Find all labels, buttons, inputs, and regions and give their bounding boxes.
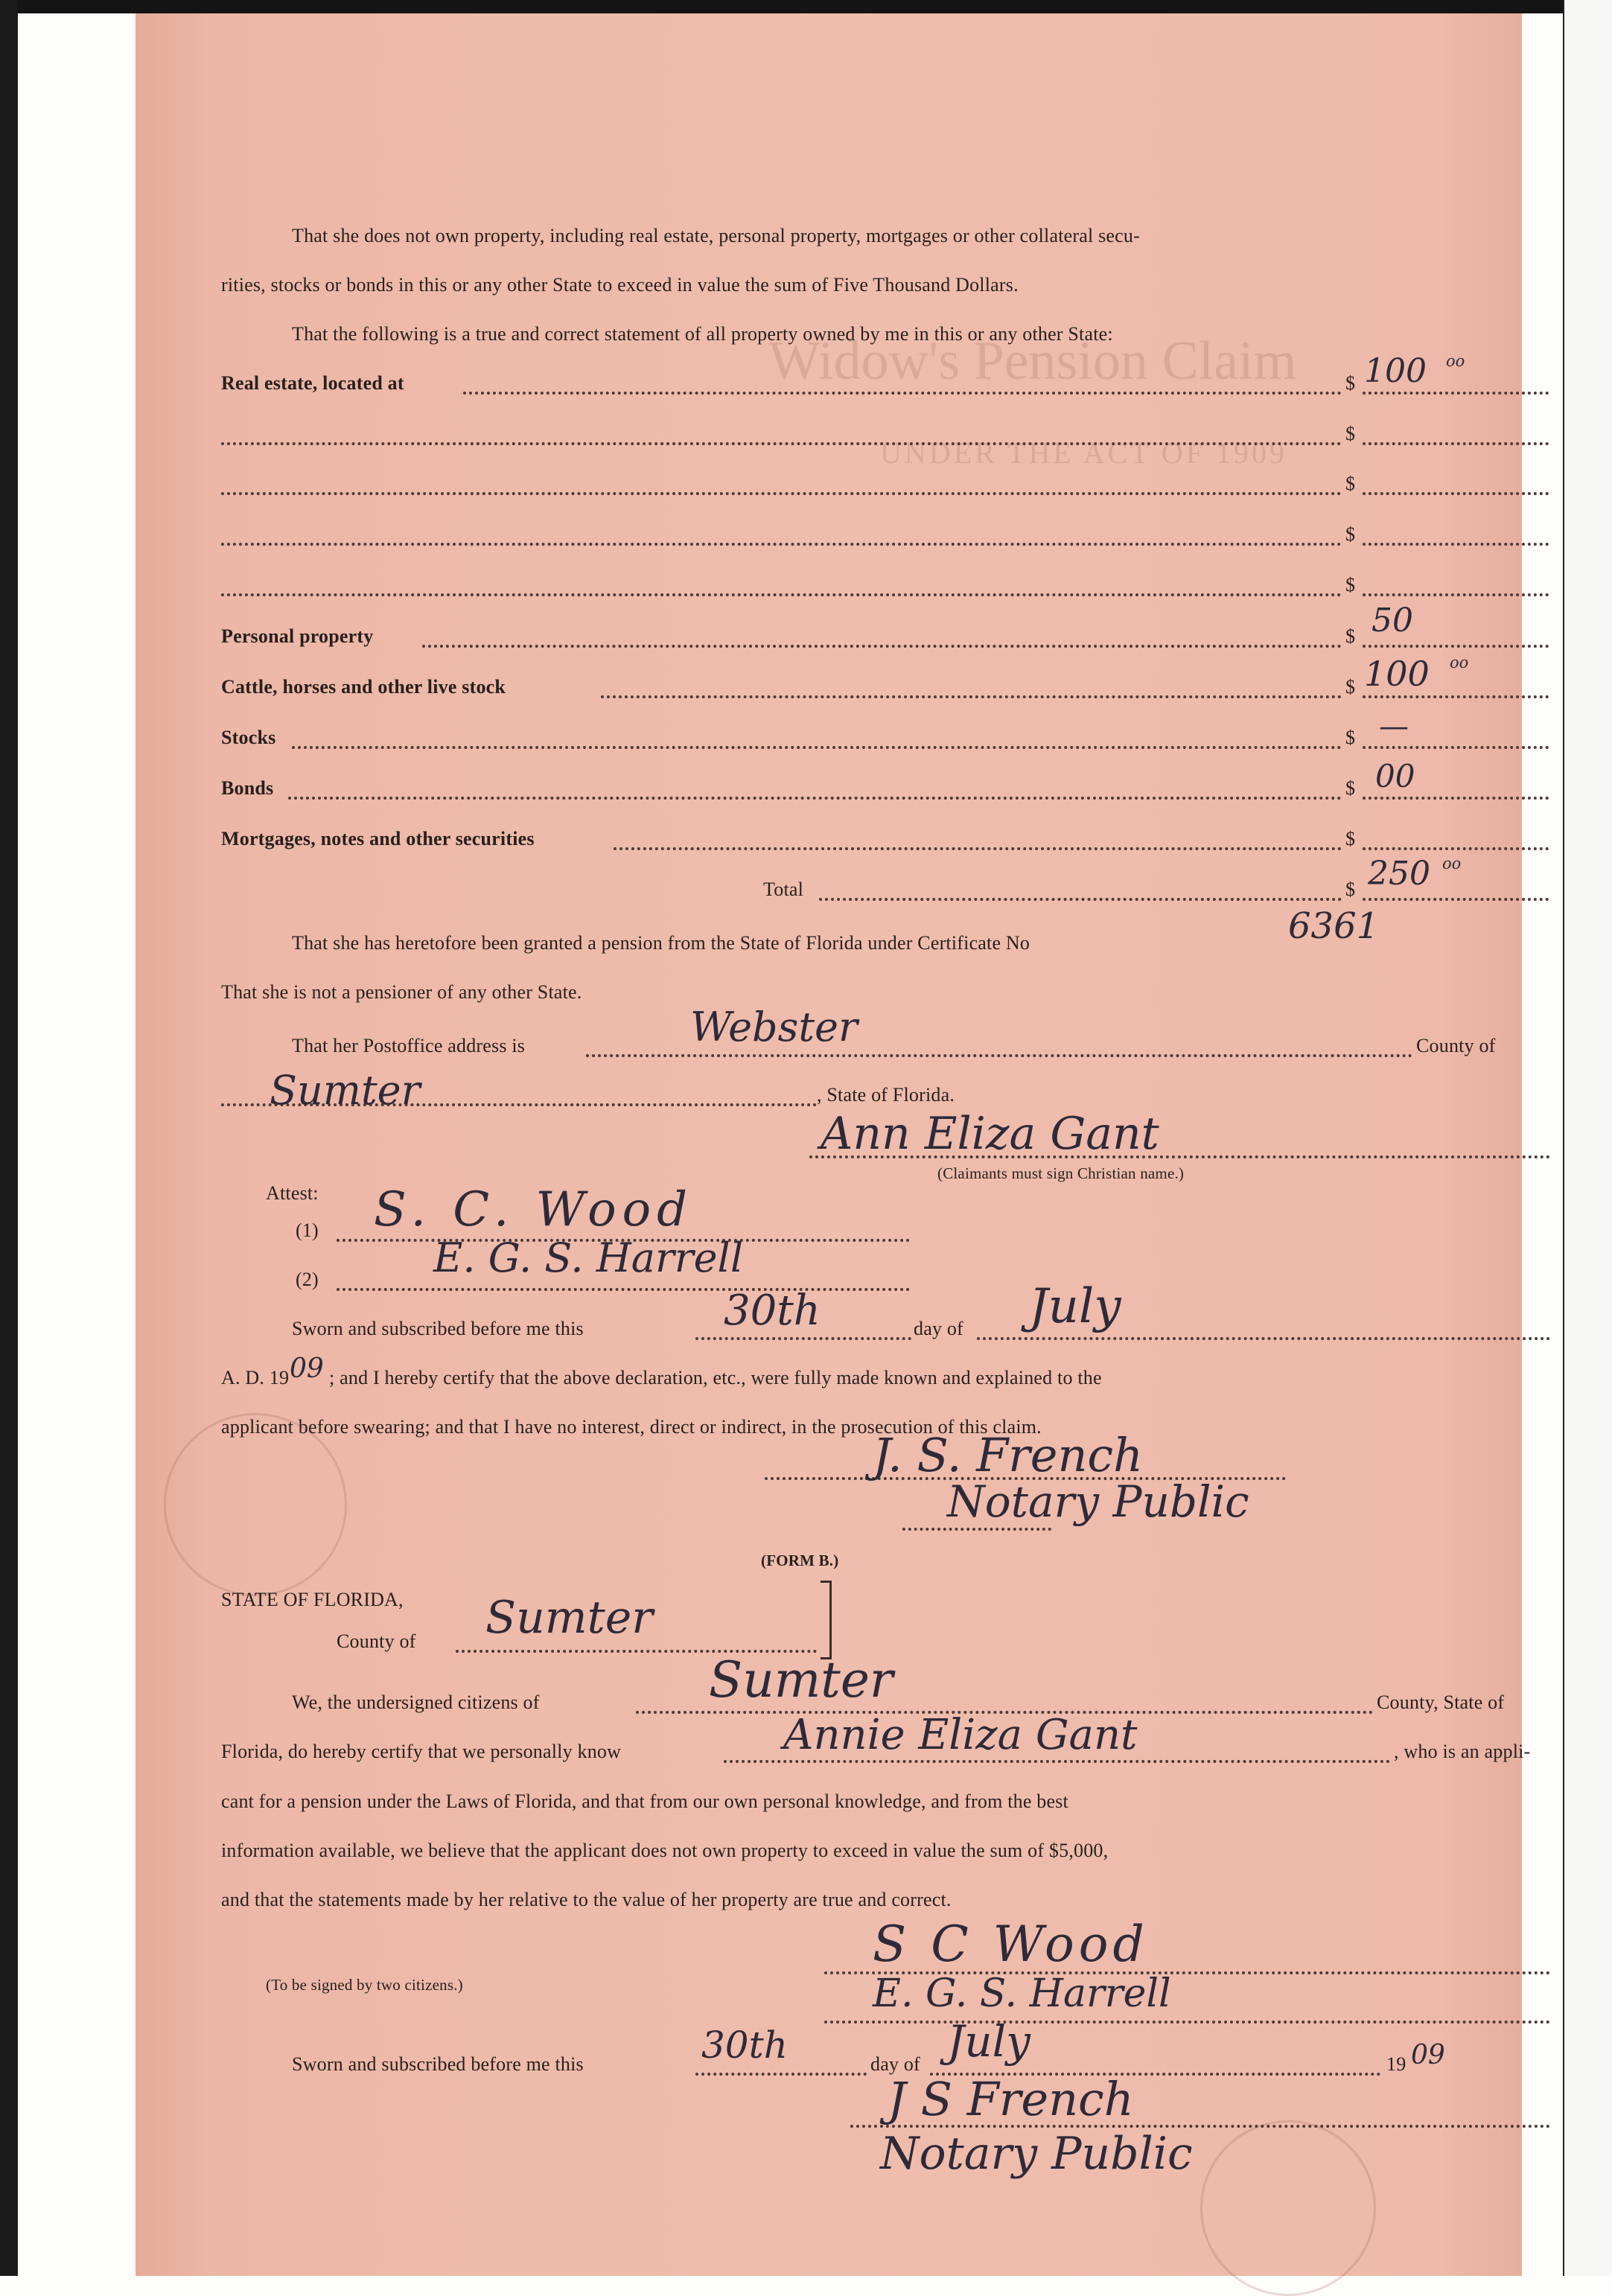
dot-leader bbox=[221, 593, 1342, 596]
bonds-value: 00 bbox=[1375, 758, 1415, 794]
formb-sworn-day: 30th bbox=[701, 2024, 788, 2067]
dollar-sign: $ bbox=[1345, 523, 1356, 545]
notary-title: Notary Public bbox=[947, 1476, 1249, 1527]
formb-and-that-line: and that the statements made by her relative to the value of her property are true and correct. bbox=[221, 1889, 952, 1910]
dot-leader bbox=[1363, 695, 1549, 698]
formb-who-is: , who is an appli- bbox=[1394, 1741, 1531, 1762]
postoffice-value: Webster bbox=[690, 1004, 858, 1050]
ad-year: 09 bbox=[290, 1353, 324, 1384]
stocks-label: Stocks bbox=[221, 727, 276, 748]
formb-notary-title: Notary Public bbox=[880, 2128, 1193, 2180]
total-value: 250 bbox=[1368, 855, 1430, 893]
attest-label: Attest: bbox=[266, 1182, 319, 1204]
attest-1-signature: S. C. Wood bbox=[374, 1182, 694, 1237]
formb-notary-signature: J S French bbox=[888, 2072, 1134, 2126]
dollar-sign: $ bbox=[1345, 878, 1356, 900]
formb-day-of-label: day of bbox=[870, 2053, 920, 2075]
scan-right-margin bbox=[1563, 0, 1612, 2276]
dot-leader bbox=[221, 492, 1342, 495]
dollar-sign: $ bbox=[1345, 372, 1356, 394]
dot-leader bbox=[1363, 492, 1549, 495]
dot-leader bbox=[1363, 593, 1549, 596]
real-estate-value: 100 bbox=[1364, 352, 1427, 390]
ad-certify-line: ; and I hereby certify that the above declaration, etc., were fully made known and explained to the bbox=[329, 1367, 1102, 1388]
bonds-label: Bonds bbox=[221, 777, 274, 799]
mortgages-label: Mortgages, notes and other securities bbox=[221, 828, 535, 849]
attest-2-label: (2) bbox=[296, 1269, 319, 1290]
state-of-florida-label: , State of Florida. bbox=[817, 1084, 955, 1106]
formb-information-line: information available, we believe that the applicant does not own property to exceed in value the sum of $5,000, bbox=[221, 1840, 1109, 1861]
day-of-label: day of bbox=[914, 1318, 963, 1339]
pension-certificate-line: That she has heretofore been granted a pension from the State of Florida under Certificate No bbox=[292, 932, 1030, 954]
state-of-florida-heading: STATE OF FLORIDA, bbox=[221, 1589, 404, 1610]
formb-two-citizens-note: (To be signed by two citizens.) bbox=[266, 1976, 463, 1994]
intro-line-1: That she does not own property, including real estate, personal property, mortgages or other collateral secu- bbox=[292, 225, 1140, 246]
notary-signature: J. S. French bbox=[873, 1428, 1144, 1482]
dollar-sign: $ bbox=[1345, 574, 1356, 596]
cattle-value: 100 bbox=[1364, 654, 1430, 694]
attest-1-label: (1) bbox=[296, 1219, 319, 1241]
stocks-value: — bbox=[1379, 709, 1409, 744]
dot-leader bbox=[422, 645, 1342, 648]
sworn-month: July bbox=[1029, 1279, 1121, 1334]
dot-leader bbox=[819, 898, 1342, 901]
dot-leader bbox=[1363, 898, 1549, 901]
notary-seal-impression bbox=[164, 1413, 347, 1596]
dot-leader bbox=[288, 797, 1342, 800]
county-of-label: County of bbox=[1416, 1035, 1496, 1056]
formb-cant-line: cant for a pension under the Laws of Florida, and that from our own personal knowledge, and from the best bbox=[221, 1790, 1068, 1812]
cents-mark: oo bbox=[1446, 352, 1465, 370]
notary-seal-impression-2 bbox=[1200, 2120, 1376, 2296]
formb-sworn-month: July bbox=[947, 2016, 1030, 2067]
ghost-title: Widow's Pension Claim bbox=[768, 331, 1297, 392]
brace bbox=[821, 1581, 832, 1659]
dot-leader bbox=[1363, 645, 1549, 648]
not-pensioner-line: That she is not a pensioner of any other State. bbox=[221, 981, 582, 1003]
sworn-day: 30th bbox=[724, 1286, 821, 1335]
ghost-subtitle: UNDER THE ACT OF 1909 bbox=[880, 436, 1288, 470]
dot-leader bbox=[463, 392, 1342, 395]
formb-county-value: Sumter bbox=[485, 1592, 653, 1644]
claimant-note: (Claimants must sign Christian name.) bbox=[937, 1164, 1185, 1182]
dot-leader bbox=[1363, 746, 1549, 749]
dollar-sign: $ bbox=[1345, 777, 1356, 799]
certificate-number: 6361 bbox=[1288, 905, 1380, 947]
formb-county-value-2: Sumter bbox=[709, 1651, 893, 1709]
sworn-label: Sworn and subscribed before me this bbox=[292, 1318, 584, 1339]
dot-leader bbox=[724, 1760, 1390, 1763]
form-b-title: (FORM B.) bbox=[761, 1552, 839, 1569]
dot-leader bbox=[1363, 392, 1549, 395]
ad-label: A. D. 19 bbox=[221, 1367, 290, 1388]
formb-applicant-name: Annie Eliza Gant bbox=[783, 1711, 1138, 1759]
dot-leader bbox=[221, 543, 1342, 546]
formb-we-line: We, the undersigned citizens of bbox=[292, 1691, 540, 1713]
intro-line-3: That the following is a true and correct statement of all property owned by me in this or any other State: bbox=[292, 323, 1113, 345]
formb-year-prefix: 19 bbox=[1386, 2053, 1406, 2075]
formb-signature-2: E. G. S. Harrell bbox=[873, 1971, 1171, 2016]
dollar-sign: $ bbox=[1345, 625, 1356, 647]
dollar-sign: $ bbox=[1345, 727, 1356, 748]
dot-leader bbox=[337, 1288, 910, 1291]
formb-year: 09 bbox=[1411, 2040, 1445, 2070]
scan-top-border bbox=[0, 0, 1612, 13]
personal-property-label: Personal property bbox=[221, 625, 374, 647]
personal-property-value: 50 bbox=[1372, 602, 1413, 640]
dot-leader bbox=[695, 1337, 911, 1340]
real-estate-label: Real estate, located at bbox=[221, 372, 404, 394]
dot-leader bbox=[695, 2073, 867, 2076]
scan-left-border bbox=[0, 0, 18, 2276]
dollar-sign: $ bbox=[1345, 423, 1356, 444]
dot-leader bbox=[221, 442, 1342, 445]
dollar-sign: $ bbox=[1345, 473, 1356, 494]
dot-leader bbox=[902, 1528, 1051, 1531]
dot-leader bbox=[614, 847, 1342, 850]
dot-leader bbox=[586, 1054, 1412, 1057]
pension-form-sheet bbox=[136, 13, 1531, 2276]
dollar-sign: $ bbox=[1345, 828, 1356, 849]
cents-mark: oo bbox=[1450, 654, 1469, 672]
total-label: Total bbox=[763, 878, 804, 900]
formb-certify-line: Florida, do hereby certify that we personally know bbox=[221, 1741, 622, 1762]
cattle-label: Cattle, horses and other live stock bbox=[221, 676, 506, 698]
dollar-sign: $ bbox=[1345, 676, 1356, 698]
formb-county-state-label: County, State of bbox=[1377, 1691, 1505, 1713]
dot-leader bbox=[824, 2021, 1550, 2024]
applicant-line: applicant before swearing; and that I have no interest, direct or indirect, in the prosecution of this claim. bbox=[221, 1416, 1042, 1438]
county-value: Sumter bbox=[270, 1067, 421, 1114]
dot-leader bbox=[1363, 847, 1549, 850]
cents-mark: oo bbox=[1442, 855, 1462, 873]
formb-county-label: County of bbox=[337, 1630, 416, 1652]
dot-leader bbox=[1363, 543, 1549, 546]
formb-sworn-label: Sworn and subscribed before me this bbox=[292, 2053, 584, 2075]
claimant-signature: Ann Eliza Gant bbox=[821, 1108, 1159, 1160]
postoffice-label: That her Postoffice address is bbox=[292, 1035, 526, 1056]
formb-signature-1: S C Wood bbox=[873, 1916, 1149, 1973]
dot-leader bbox=[1363, 797, 1549, 800]
dot-leader bbox=[292, 746, 1342, 749]
attest-2-signature: E. G. S. Harrell bbox=[433, 1234, 744, 1281]
dot-leader bbox=[601, 695, 1342, 698]
intro-line-2: rities, stocks or bonds in this or any other State to exceed in value the sum of Five Thousand Dollars. bbox=[221, 274, 1019, 296]
dot-leader bbox=[977, 1337, 1550, 1340]
dot-leader bbox=[1363, 442, 1549, 445]
